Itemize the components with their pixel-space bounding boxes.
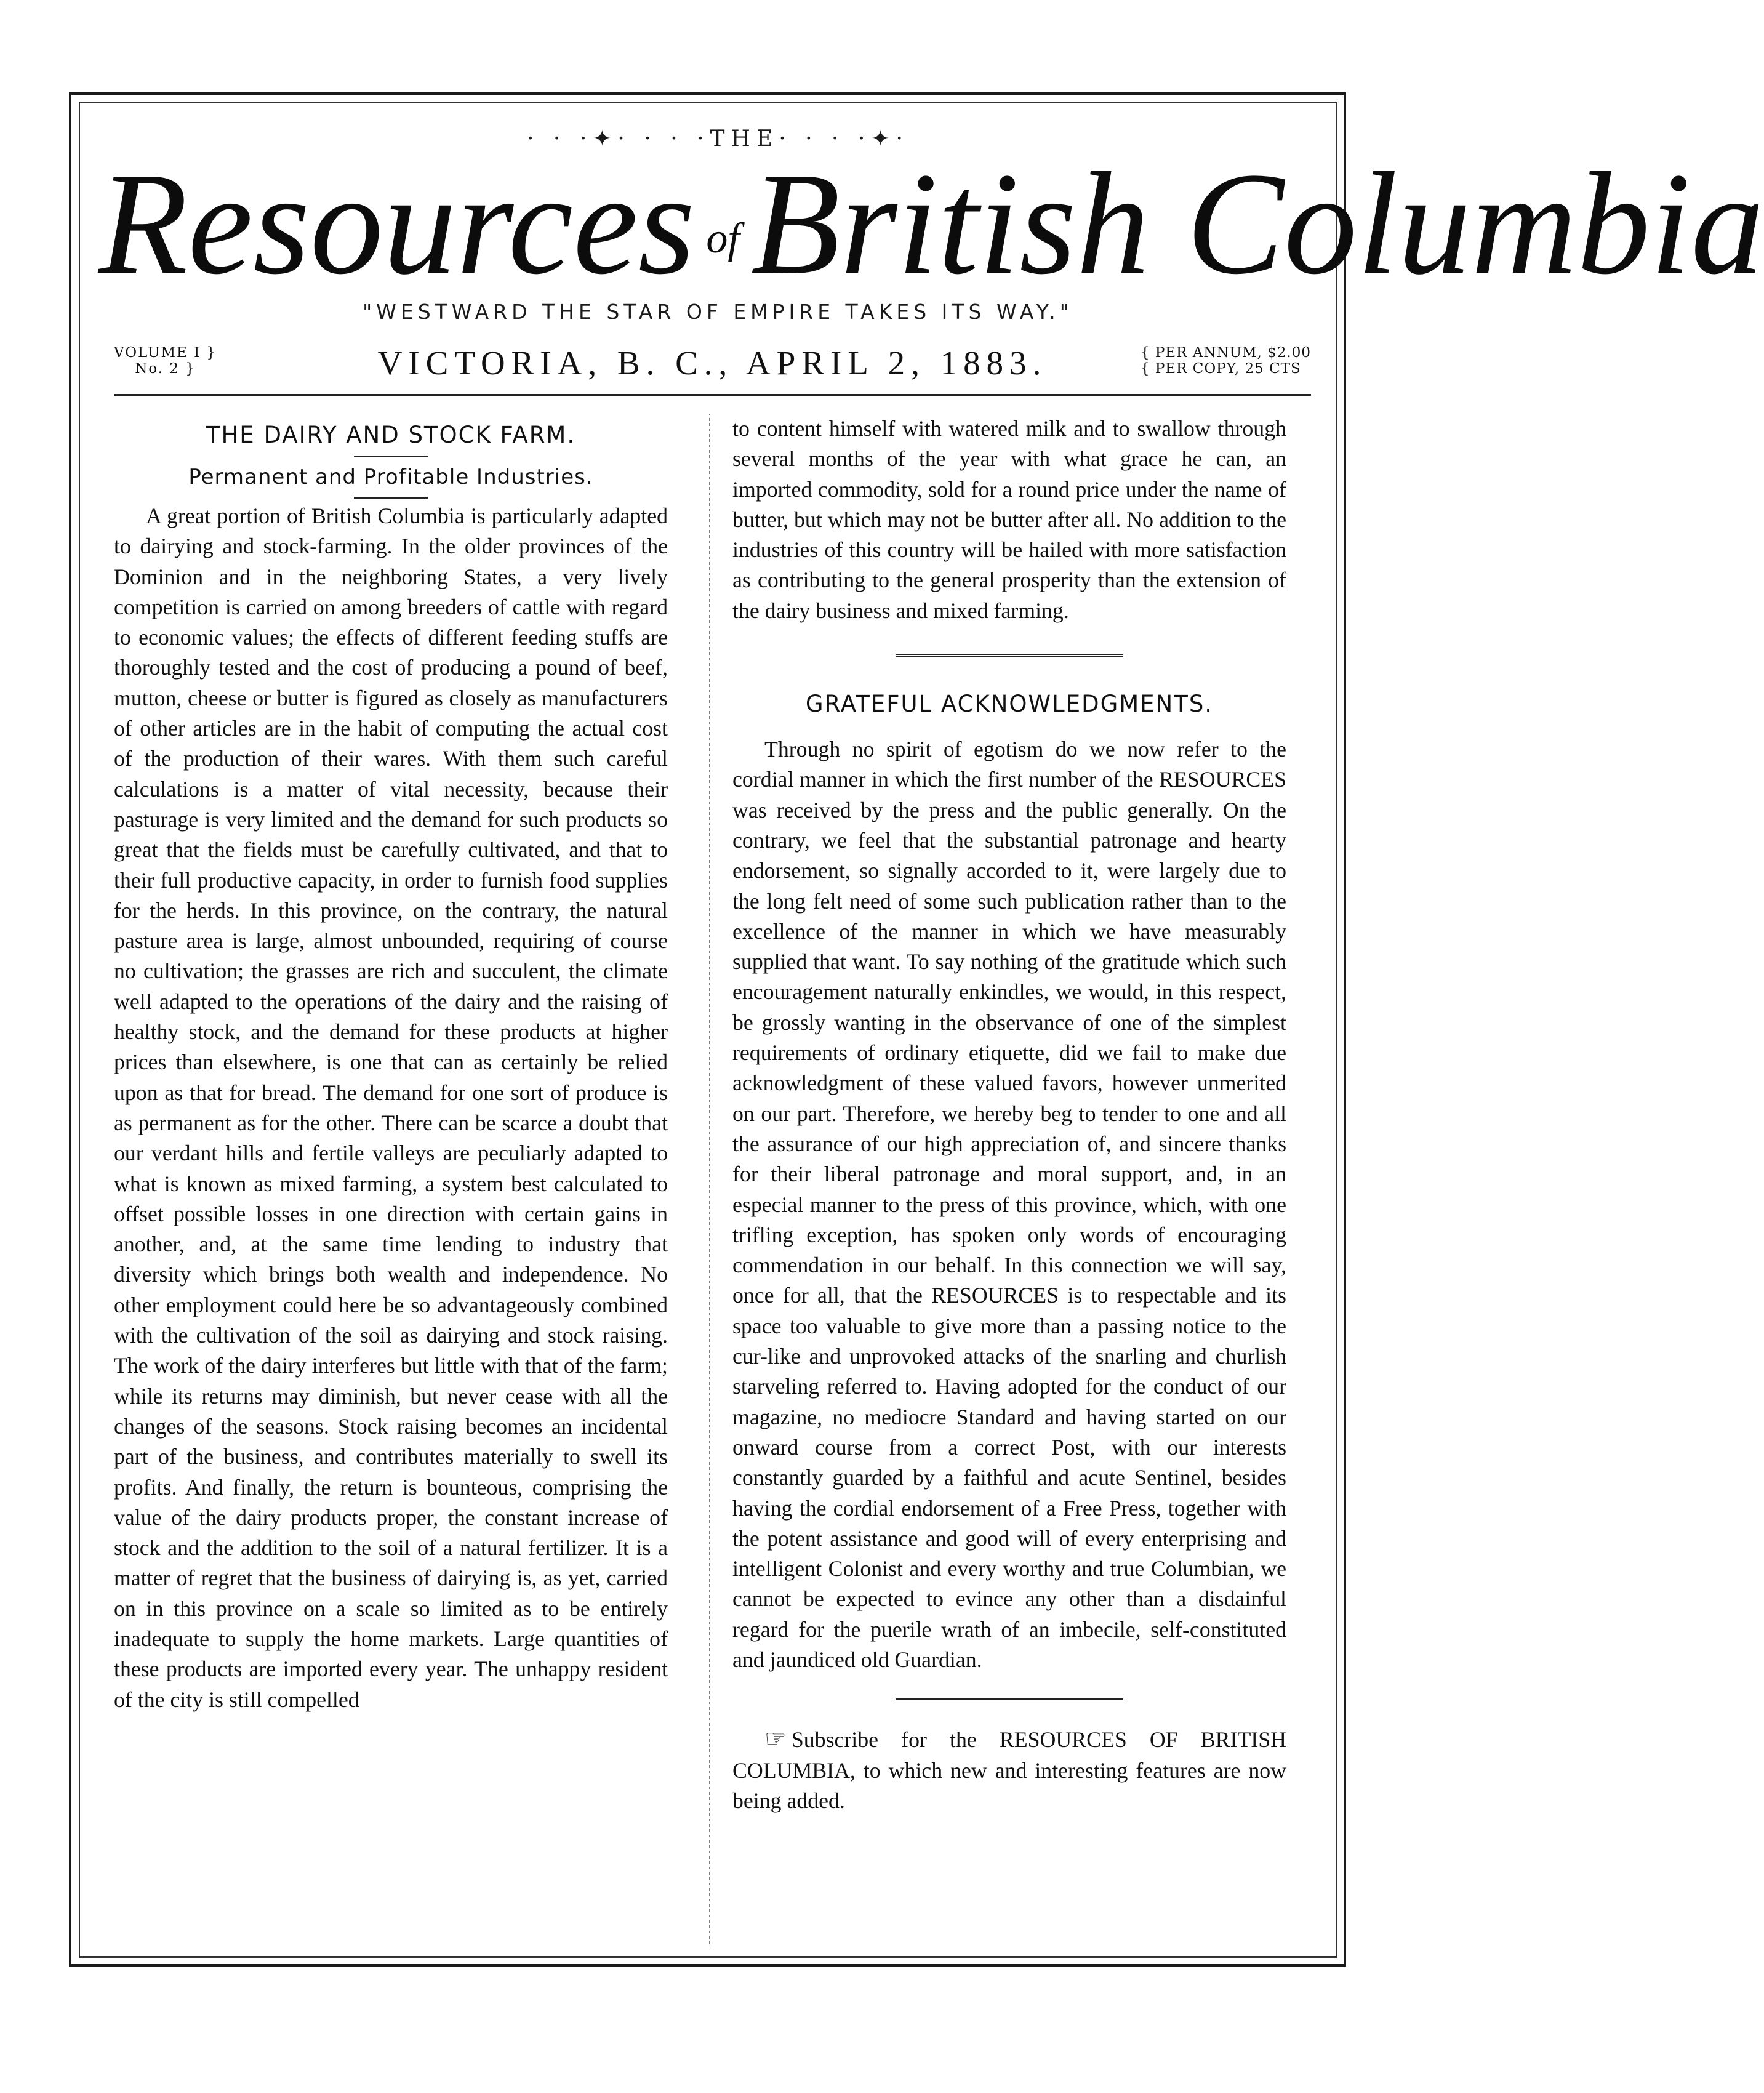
masthead-title-part1: Resources bbox=[98, 143, 696, 305]
dateline-text: VICTORIA, B. C., APRIL 2, 1883. bbox=[377, 344, 1048, 382]
subheading-rule bbox=[354, 497, 428, 499]
pointing-hand-icon: ☞ bbox=[764, 1725, 787, 1753]
price-per-copy: { PER COPY, 25 CTS bbox=[1140, 361, 1301, 377]
article-body-dairy: A great portion of British Columbia is particularly adapted to dairying and stock-farming. In the older provinces of the Dominion and in the neighboring States, a very lively competition is carried on among breeders of cattle with regard to economic values; the effects of different feeding stuffs are thoroughly tested and the cost of producing a pound of beef, mutton, cheese or butter is figured as closely as manufacturers of other articles are in the habit of computing the actual cost of the production of their wares. With them such careful calculations is a matter of vital necessity, because their pasturage is very limited and the demand for such products so great that the fields must be carefully cultivated, and that to their full productive capacity, in order to furnish food supplies for the herds. In this province, on the contrary, the natural pasture area is large, almost unbounded, requiring of course no cultivation; the grasses are rich and succulent, the climate well adapted to the operations of the dairy and the raising of healthy stock, and the demand for these products at higher prices than elsewhere, is one that can as certainly be relied upon as that for bread. The demand for one sort of produce is as permanent as for the other. There can be scarce a doubt that our verdant hills and fertile valleys are peculiarly adapted to what is known as mixed farming, a system best calculated to offset possible losses in one direction with certain gains in another, and, at the same time lending to industry that diversity which brings both wealth and independence. No other employment could here be so advantageously combined with the cultivation of the soil as dairying and stock raising. The work of the dairy interferes but little with that of the farm; while its returns may diminish, but never cease with all the changes of the seasons. Stock raising becomes an incidental part of the business, and contributes materially to swell its profits. And finally, the return is bounteous, comprising the value of the dairy products proper, the constant increase of stock and the addition to the soil of a natural fertilizer. It is a matter of regret that the business of dairying is, as yet, carried on in this province on a scale so limited as to be entirely inadequate to supply the home markets. Large quantities of these products are imported every year. The unhappy resident of the city is still compelled bbox=[114, 504, 668, 1712]
header-rule bbox=[114, 394, 1311, 396]
left-column bbox=[114, 414, 668, 1715]
price-per-annum: { PER ANNUM, $2.00 bbox=[1140, 345, 1311, 361]
subscribe-notice-text: Subscribe for the RESOURCES OF BRITISH COLUMBIA, to which new and interesting features are now being added. bbox=[732, 1727, 1286, 1813]
column-divider bbox=[709, 414, 710, 1946]
heading-rule bbox=[354, 456, 428, 457]
subscribe-notice bbox=[732, 1724, 1286, 1816]
article-subheading-dairy: Permanent and Profitable Industries. bbox=[188, 465, 593, 489]
masthead-the: · · ·✦· · · ·THE· · · ·✦· bbox=[527, 126, 909, 151]
article-body-dairy-continued: to content himself with watered milk and to swallow through several months of the year with what grace he can, an imported commodity, sold for a round price under the name of butter, but which may not be butter after all. No addition to the industries of this country will be hailed with more satisfaction as contributing to the general prosperity than the extension of the dairy business and mixed farming. bbox=[732, 416, 1286, 623]
masthead-title-part2: British Columbia bbox=[750, 143, 1764, 305]
masthead-title bbox=[98, 143, 1764, 305]
volume-number: VOLUME I } bbox=[114, 345, 217, 361]
article-heading-acknowledgments: GRATEFUL ACKNOWLEDGMENTS. bbox=[805, 691, 1214, 718]
article-separator bbox=[896, 654, 1123, 659]
masthead-title-of: of bbox=[706, 215, 740, 263]
article-body-acknowledgments: Through no spirit of egotism do we now refer to the cordial manner in which the first number of the RESOURCES was received by the press and the public generally. On the contrary, we feel that the substantial patronage and hearty endorsement, so signally accorded to it, were largely due to the long felt need of some such publication rather than to the excellence of the manner in which we have measurably supplied that want. To say nothing of the gratitude which such encouragement naturally enkindles, we would, in this respect, be grossly wanting in the observance of one of the simplest requirements of ordinary etiquette, did we fail to make due acknowledgment of these valued favors, however unmerited on our part. Therefore, we hereby beg to tender to one and all the assurance of our high appreciation of, and sincere thanks for their liberal patronage and moral support, and, in an especial manner to the press of this province, which, with one trifling exception, has spoken only words of encouraging commendation in our behalf. In this connection we will say, once for all, that the RESOURCES is to respectable and its space too valuable to give more than a passing notice to the cur-like and unprovoked attacks of the snarling and churlish starveling referred to. Having adopted for the conduct of our magazine, no mediocre Standard and having started on our onward course from a correct Post, with our interests constantly guarded by a faithful and acute Sentinel, besides having the cordial endorsement of a Free Press, together with the potent assistance and good will of every enterprising and intelligent Colonist and every worthy and true Columbian, we cannot be expected to evince any other than a disdainful regard for the puerile wrath of an imbecile, self-constituted and jaundiced old Guardian. bbox=[732, 737, 1286, 1672]
issue-number: No. 2 } bbox=[135, 361, 196, 377]
dateline-bar bbox=[114, 345, 1311, 388]
price-info bbox=[1141, 345, 1311, 377]
masthead-motto: "WESTWARD THE STAR OF EMPIRE TAKES ITS WAY." bbox=[363, 300, 1073, 324]
article-end-rule bbox=[896, 1698, 1123, 1700]
right-column bbox=[732, 414, 1286, 1816]
article-heading-dairy: THE DAIRY AND STOCK FARM. bbox=[206, 422, 576, 448]
